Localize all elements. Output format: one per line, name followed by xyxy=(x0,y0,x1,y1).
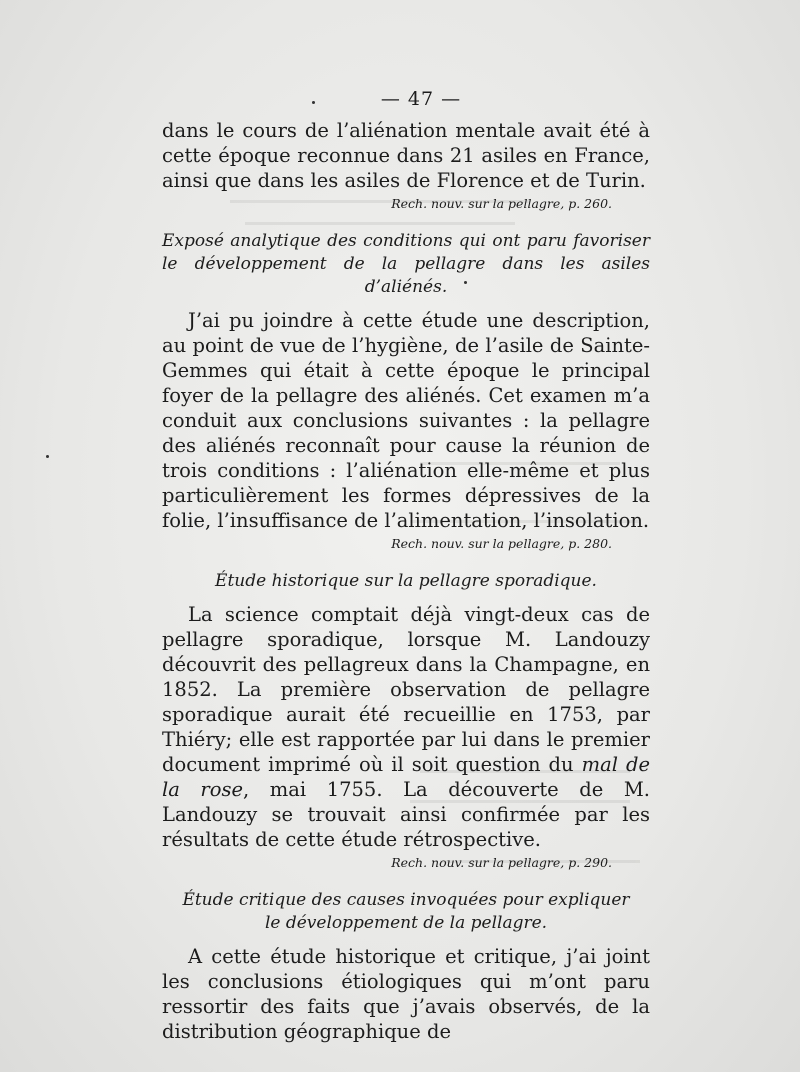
paragraph-pellagre-sporadique xyxy=(162,602,650,852)
section-heading-historique: Étude historique sur la pellagre sporadique. xyxy=(215,571,597,591)
paragraph-text-b: , mai 1755. La découverte de M. Landouzy se trouvait ainsi confirmée par les résultats de cette étude rétrospective. xyxy=(162,778,651,851)
paragraph-emphasis: mal de la rose xyxy=(162,753,650,801)
reference-2: Rech. nouv. sur la pellagre, p. 280. xyxy=(391,536,612,551)
page-text xyxy=(162,88,650,1044)
heading-line-2: le développement de la pellagre. xyxy=(264,913,548,933)
section-heading-critique xyxy=(162,889,650,935)
page-number: — 47 — xyxy=(380,88,462,110)
reference-1: Rech. nouv. sur la pellagre, p. 260. xyxy=(391,196,612,211)
speck-mark xyxy=(46,455,49,458)
paragraph-etiologie: A cette étude historique et critique, j’ai joint les conclusions étiologiques qui m’ont paru ressortir des faits que j’avais observés, de la distribution géographique de xyxy=(162,945,650,1043)
paragraph-sainte-gemmes: J’ai pu joindre à cette étude une description, au point de vue de l’hygiène, de l’asile de Sainte-Gemmes qui était à cette époque le principal foyer de la pellagre des aliénés. Cet examen m’a conduit aux conclusions suivantes : la pellagre des aliénés reconnaît pour cause la réunion de trois conditions : l’aliénation elle-même et plus particulièrement les formes dépressives de la folie, l’insuffisance de l’alimentation, l’insolation. xyxy=(162,309,650,532)
paragraph-text-a: La science comptait déjà vingt-deux cas de pellagre sporadique, lorsque M. Landouzy découvrit des pellagreux dans la Champagne, en 1852. La première observation de pellagre sporadique aurait été recueillie en 1753, par Thiéry; elle est rapportée par lui dans le premier document imprimé où il soit question du xyxy=(162,603,650,776)
section-heading-analytique: Exposé analytique des conditions qui ont paru favoriser le développement de la pellagre dans les asiles d’aliénés. xyxy=(162,231,650,297)
reference-3: Rech. nouv. sur la pellagre, p. 290. xyxy=(391,855,612,870)
paragraph-continuation: dans le cours de l’aliénation mentale avait été à cette époque reconnue dans 21 asiles en France, ainsi que dans les asiles de Florence et de Turin. xyxy=(162,119,650,192)
heading-line-1: Étude critique des causes invoquées pour expliquer xyxy=(182,890,630,910)
